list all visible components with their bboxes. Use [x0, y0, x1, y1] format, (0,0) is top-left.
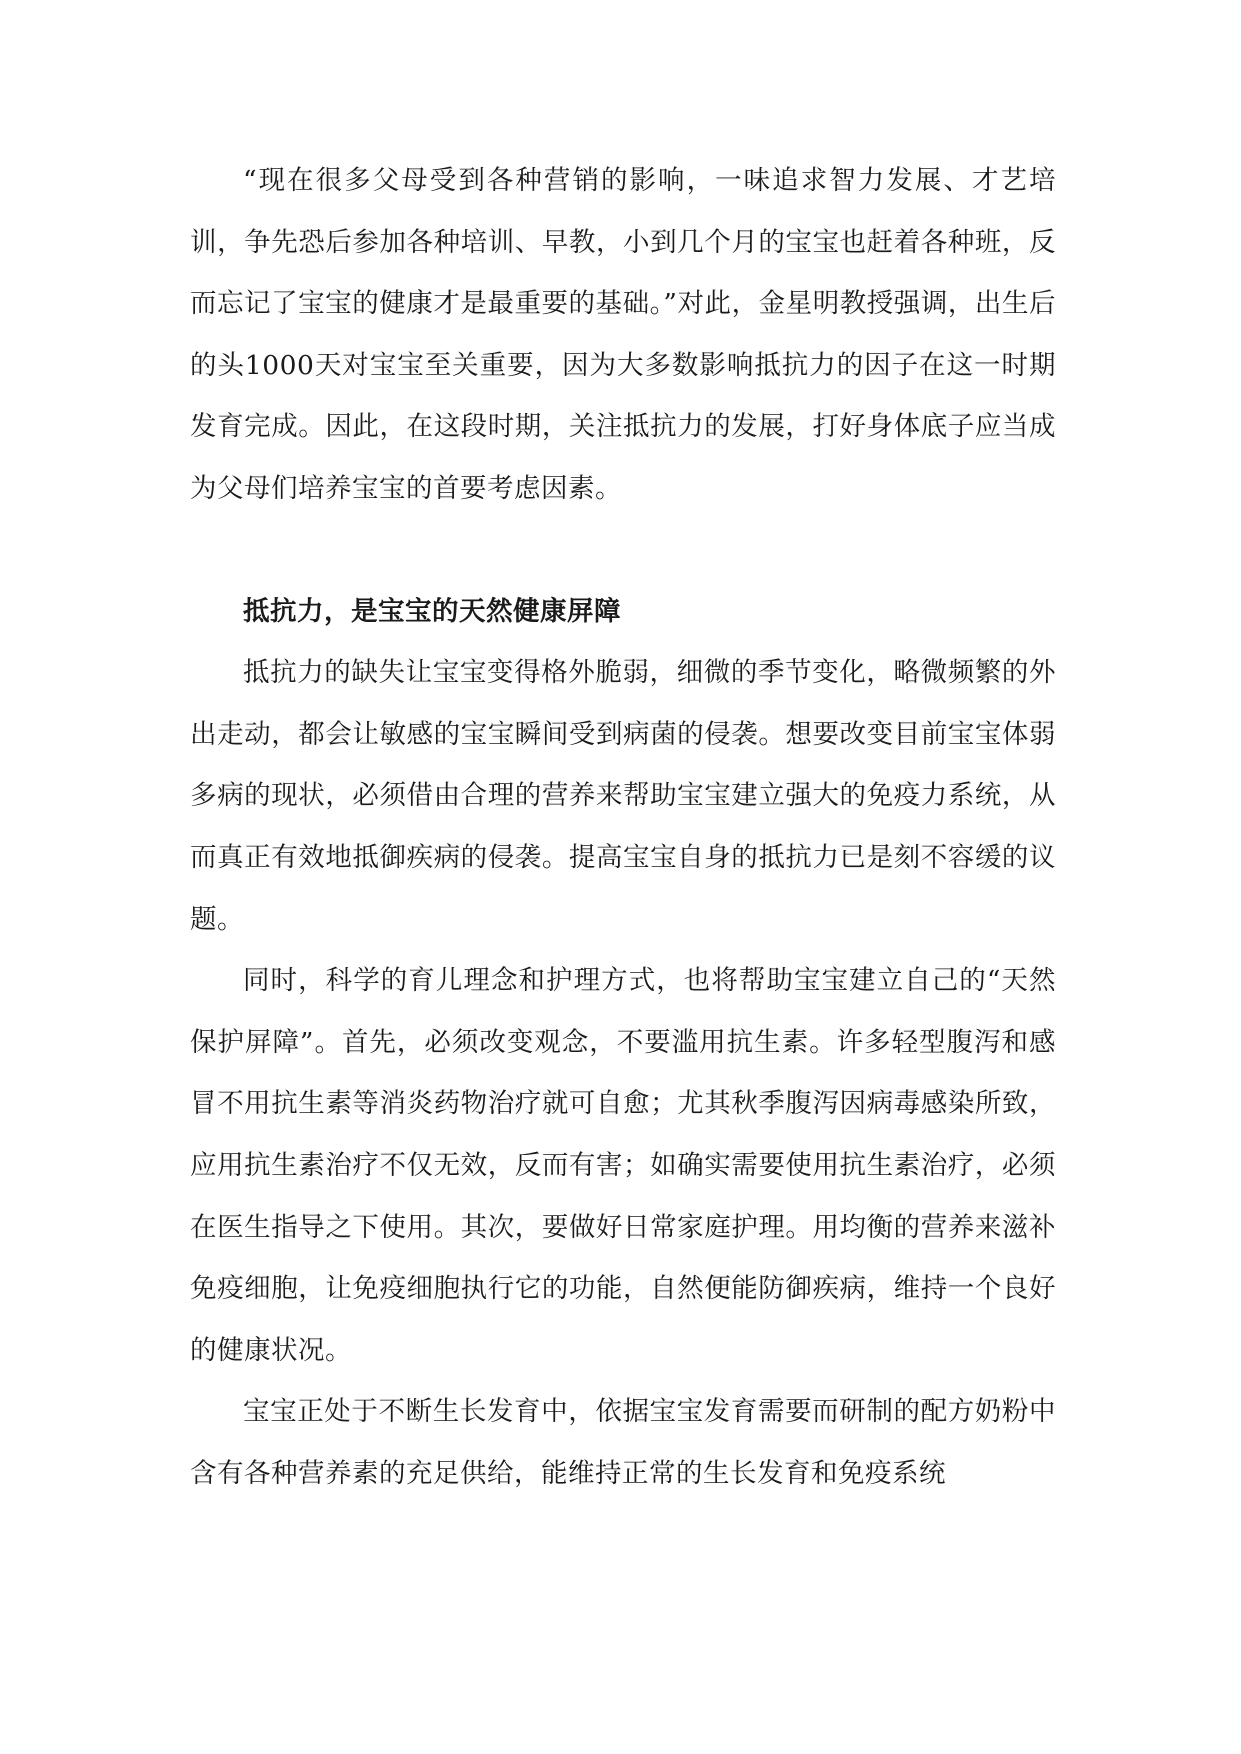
- paragraph-care: 同时，科学的育儿理念和护理方式，也将帮助宝宝建立自己的“天然保护屏障”。首先，必须改变观念，不要滥用抗生素。许多轻型腹泻和感冒不用抗生素等消炎药物治疗就可自愈；尤其秋季腹泻因病毒感染所致，应用抗生素治疗不仅无效，反而有害；如确实需要使用抗生素治疗，必须在医生指导之下使用。其次，要做好日常家庭护理。用均衡的营养来滋补免疫细胞，让免疫细胞执行它的功能，自然便能防御疾病，维持一个良好的健康状况。: [190, 965, 1056, 1366]
- paragraph-intro-quote: “现在很多父母受到各种营销的影响，一味追求智力发展、才艺培训，争先恐后参加各种培训、早教，小到几个月的宝宝也赶着各种班，反而忘记了宝宝的健康才是最重要的基础。”对此，金星明教授强调，出生后的头1000天对宝宝至关重要，因为大多数影响抵抗力的因子在这一时期发育完成。因此，在这段时期，关注抵抗力的发展，打好身体底子应当成为父母们培养宝宝的首要考虑因素。: [190, 165, 1056, 504]
- paragraph-formula: 宝宝正处于不断生长发育中，依据宝宝发育需要而研制的配方奶粉中含有各种营养素的充足供给，能维持正常的生长发育和免疫系统: [190, 1396, 1056, 1489]
- document-body: [190, 150, 1056, 1504]
- section-heading: 抵抗力，是宝宝的天然健康屏障: [243, 595, 621, 627]
- paragraph-resistance: 抵抗力的缺失让宝宝变得格外脆弱，细微的季节变化，略微频繁的外出走动，都会让敏感的宝宝瞬间受到病菌的侵袭。想要改变目前宝宝体弱多病的现状，必须借由合理的营养来帮助宝宝建立强大的免疫力系统，从而真正有效地抵御疾病的侵袭。提高宝宝自身的抵抗力已是刻不容缓的议题。: [190, 657, 1056, 935]
